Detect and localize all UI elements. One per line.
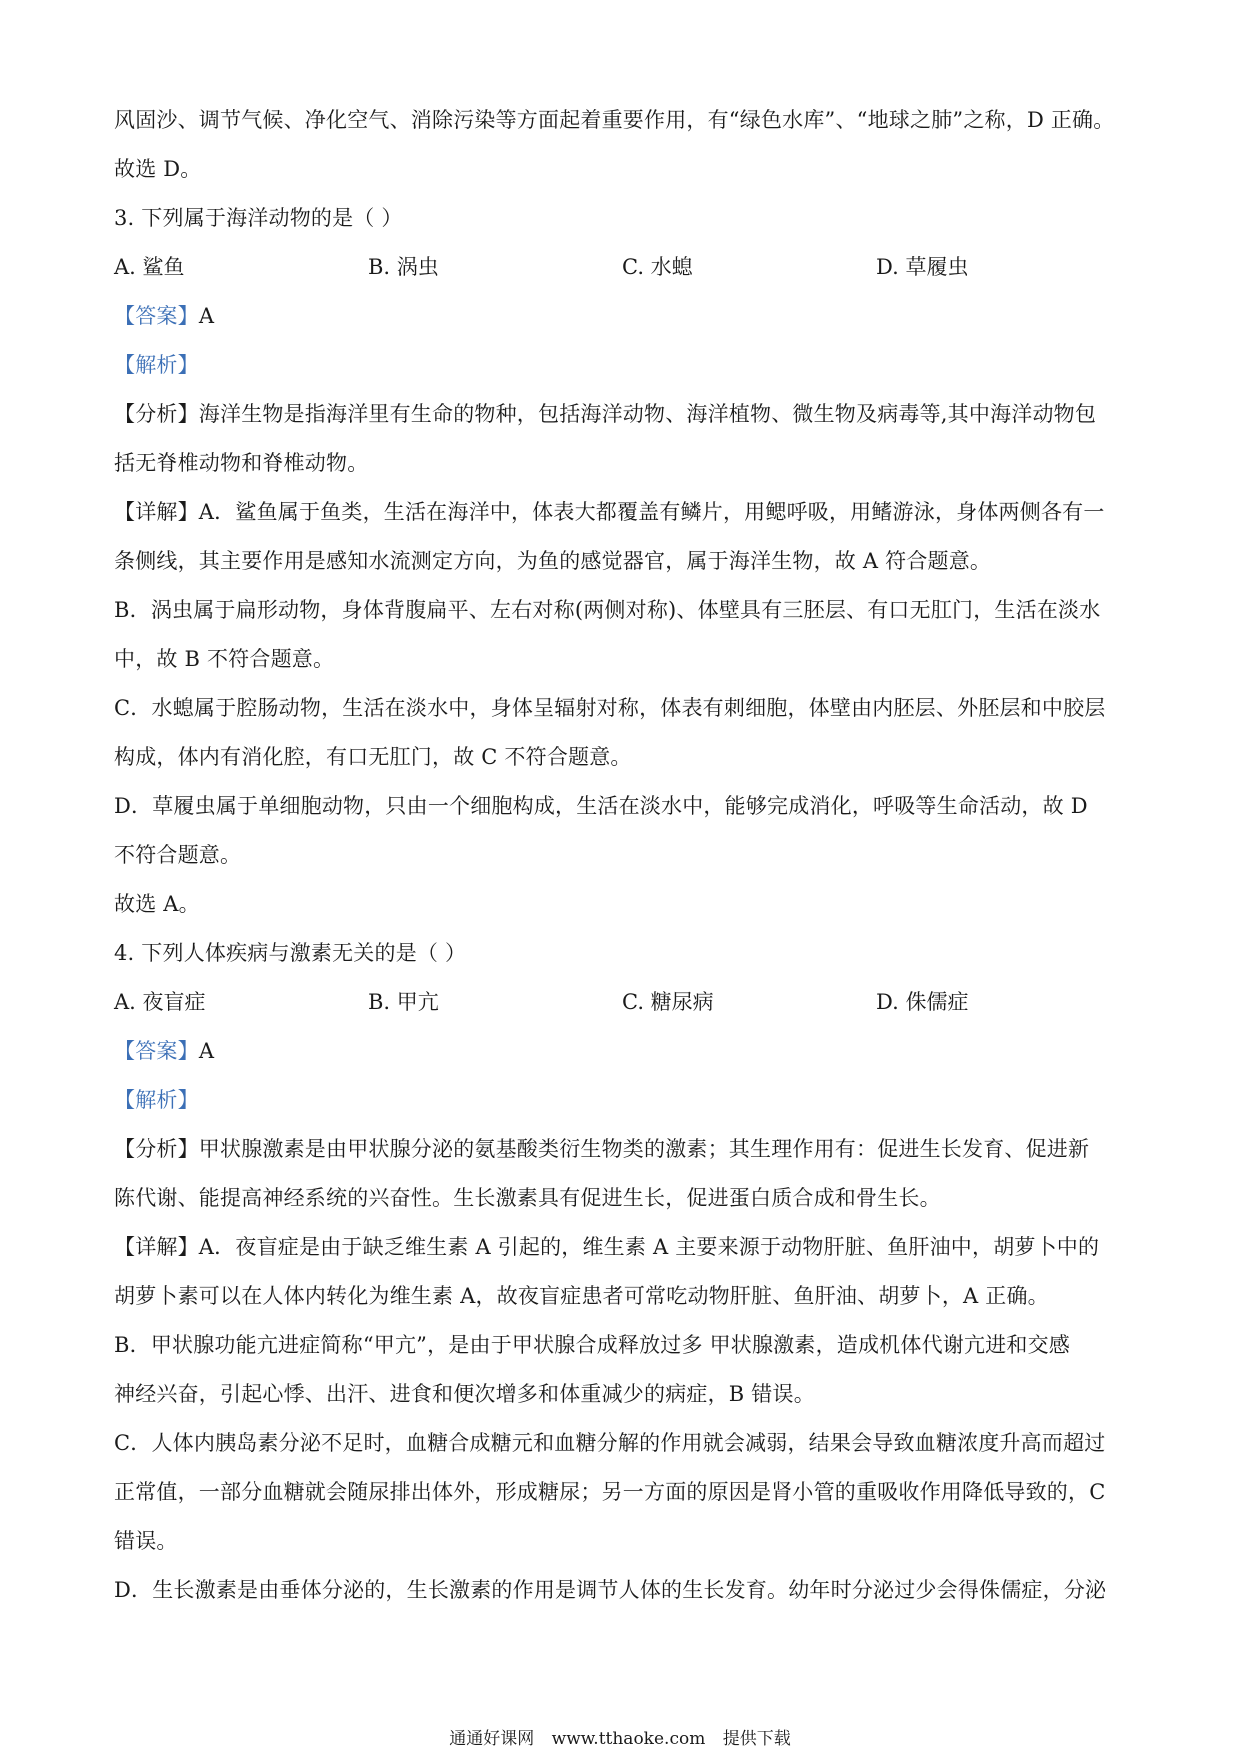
footer-note: 提供下载 bbox=[722, 1729, 791, 1749]
answer-value: A bbox=[198, 1039, 215, 1063]
text-line: D．生长激素是由垂体分泌的，生长激素的作用是调节人体的生长发育。幼年时分泌过少会得侏儒症，分泌 bbox=[114, 1578, 1107, 1602]
text-line: 正常值，一部分血糖就会随尿排出体外，形成糖尿；另一方面的原因是肾小管的重吸收作用降低导致的，C bbox=[114, 1480, 1106, 1504]
text-line: 神经兴奋，引起心悸、出汗、进食和便次增多和体重减少的病症，B 错误。 bbox=[114, 1382, 815, 1406]
text-line: 故选 D。 bbox=[114, 157, 202, 181]
text-line: 构成，体内有消化腔，有口无肛门，故 C 不符合题意。 bbox=[114, 745, 632, 769]
text-line: 胡萝卜素可以在人体内转化为维生素 A，故夜盲症患者可常吃动物肝脏、鱼肝油、胡萝卜，A 正确。 bbox=[114, 1284, 1049, 1308]
text-line: 陈代谢、能提高神经系统的兴奋性。生长激素具有促进生长，促进蛋白质合成和骨生长。 bbox=[114, 1186, 941, 1210]
analysis-heading bbox=[114, 341, 1134, 390]
answer-value: A bbox=[198, 304, 215, 328]
option-c: C. 水螅 bbox=[622, 255, 693, 279]
document-body bbox=[114, 96, 1134, 1615]
text-line: B．涡虫属于扁形动物，身体背腹扁平、左右对称(两侧对称)、体壁具有三胚层、有口无肛门，生活在淡水 bbox=[114, 598, 1101, 622]
question-4-stem: 4. 下列人体疾病与激素无关的是（ ） bbox=[114, 941, 467, 965]
text-line: 风固沙、调节气候、净化空气、消除污染等方面起着重要作用，有“绿色水库”、“地球之肺”之称，D 正确。 bbox=[114, 108, 1115, 132]
analysis-heading bbox=[114, 1076, 1134, 1125]
answer-tag: 【答案】 bbox=[114, 304, 199, 328]
answer-line bbox=[114, 1027, 1134, 1076]
text-line: 故选 A。 bbox=[114, 892, 200, 916]
text-line: D．草履虫属于单细胞动物，只由一个细胞构成，生活在淡水中，能够完成消化，呼吸等生命活动，故 D bbox=[114, 794, 1088, 818]
text-line: B．甲状腺功能亢进症简称“甲亢”，是由于甲状腺合成释放过多 甲状腺激素，造成机体代谢亢进和交感 bbox=[114, 1333, 1070, 1357]
question-3-options bbox=[114, 243, 1134, 292]
text-line: 括无脊椎动物和脊椎动物。 bbox=[114, 451, 369, 475]
option-d: D. 侏儒症 bbox=[876, 990, 969, 1014]
option-a: A. 夜盲症 bbox=[114, 990, 206, 1014]
text-line: 不符合题意。 bbox=[114, 843, 242, 867]
text-line: 【分析】海洋生物是指海洋里有生命的物种，包括海洋动物、海洋植物、微生物及病毒等,其中海洋动物包 bbox=[114, 402, 1097, 426]
question-3-stem: 3. 下列属于海洋动物的是（ ） bbox=[114, 206, 403, 230]
footer-url-link[interactable]: www.tthaoke.com bbox=[551, 1729, 706, 1749]
text-line: 中，故 B 不符合题意。 bbox=[114, 647, 335, 671]
analysis-tag: 【解析】 bbox=[114, 1088, 199, 1112]
option-c: C. 糖尿病 bbox=[622, 990, 714, 1014]
text-line: 【分析】甲状腺激素是由甲状腺分泌的氨基酸类衍生物类的激素；其生理作用有：促进生长发育、促进新 bbox=[114, 1137, 1090, 1161]
text-line: 【详解】A．鲨鱼属于鱼类，生活在海洋中，体表大都覆盖有鳞片，用鳃呼吸，用鳍游泳，身体两侧各有一 bbox=[114, 500, 1105, 524]
option-b: B. 甲亢 bbox=[368, 990, 439, 1014]
text-line: 错误。 bbox=[114, 1529, 178, 1553]
question-4-options bbox=[114, 978, 1134, 1027]
text-line: 【详解】A．夜盲症是由于缺乏维生素 A 引起的，维生素 A 主要来源于动物肝脏、鱼肝油中，胡萝卜中的 bbox=[114, 1235, 1100, 1259]
text-line: C．人体内胰岛素分泌不足时，血糖合成糖元和血糖分解的作用就会减弱，结果会导致血糖浓度升高而超过 bbox=[114, 1431, 1106, 1455]
option-d: D. 草履虫 bbox=[876, 255, 969, 279]
footer-site-name: 通通好课网 bbox=[449, 1729, 535, 1749]
option-a: A. 鲨鱼 bbox=[114, 255, 185, 279]
text-line: C．水螅属于腔肠动物，生活在淡水中，身体呈辐射对称，体表有刺细胞，体壁由内胚层、外胚层和中胶层 bbox=[114, 696, 1106, 720]
text-line: 条侧线，其主要作用是感知水流测定方向，为鱼的感觉器官，属于海洋生物，故 A 符合题意。 bbox=[114, 549, 992, 573]
page-footer bbox=[0, 1728, 1240, 1750]
analysis-tag: 【解析】 bbox=[114, 353, 199, 377]
option-b: B. 涡虫 bbox=[368, 255, 439, 279]
answer-line bbox=[114, 292, 1134, 341]
answer-tag: 【答案】 bbox=[114, 1039, 199, 1063]
